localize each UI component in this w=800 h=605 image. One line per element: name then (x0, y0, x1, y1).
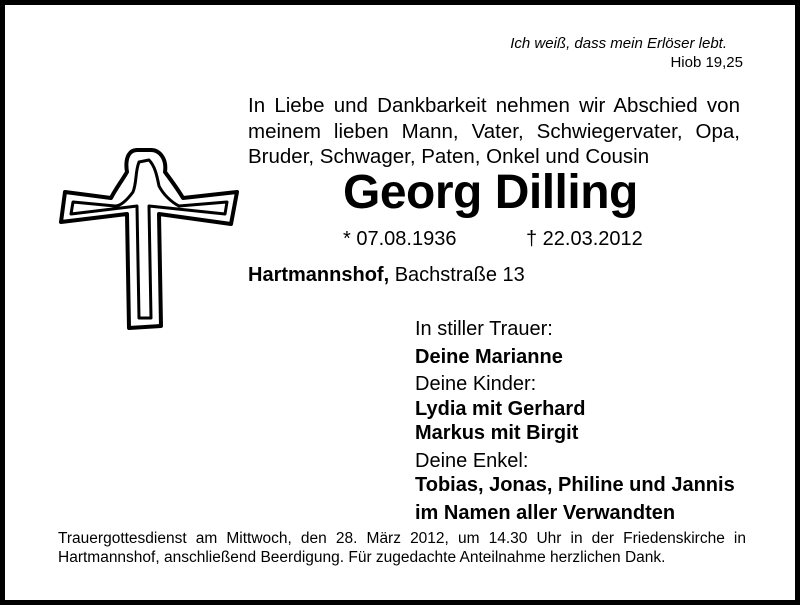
address-town: Hartmannshof, (248, 264, 390, 286)
children-heading: Deine Kinder: (415, 373, 537, 395)
grandchildren-heading: Deine Enkel: (415, 449, 529, 472)
bible-quote: Ich weiß, dass mein Erlöser lebt. (510, 35, 727, 52)
grandchildren-names: Tobias, Jonas, Philine und Jannis (415, 474, 735, 496)
intro-text: In Liebe und Dankbarkeit nehmen wir Abschied von meinem lieben Mann, Vater, Schwiegervater, Opa, Bruder, Schwager, Paten, Onkel und Cousin (248, 94, 740, 168)
mourners-heading: In stiller Trauer: (415, 318, 553, 340)
service-info: Trauergottesdienst am Mittwoch, den 28. März 2012, um 14.30 Uhr in der Friedenskirche in Hartmannshof, anschließend Beerdigung. Für zugedachte Anteilnahme herzlichen Dank. (58, 530, 746, 566)
deceased-name: Georg Dilling (343, 166, 638, 219)
relatives-line: im Namen aller Verwandten (415, 501, 676, 524)
bible-reference: Hiob 19,25 (670, 54, 743, 71)
address-street: Bachstraße 13 (394, 264, 525, 286)
child-entry: Lydia mit Gerhard (415, 397, 586, 420)
crucifix-icon (55, 142, 245, 332)
address (248, 264, 525, 287)
wife-name: Deine Marianne (415, 345, 563, 368)
death-date: † 22.03.2012 (526, 228, 643, 250)
birth-date: * 07.08.1936 (343, 228, 457, 250)
mourners-block (415, 317, 735, 525)
child-entry: Markus mit Birgit (415, 422, 579, 444)
obituary-notice (5, 5, 795, 600)
